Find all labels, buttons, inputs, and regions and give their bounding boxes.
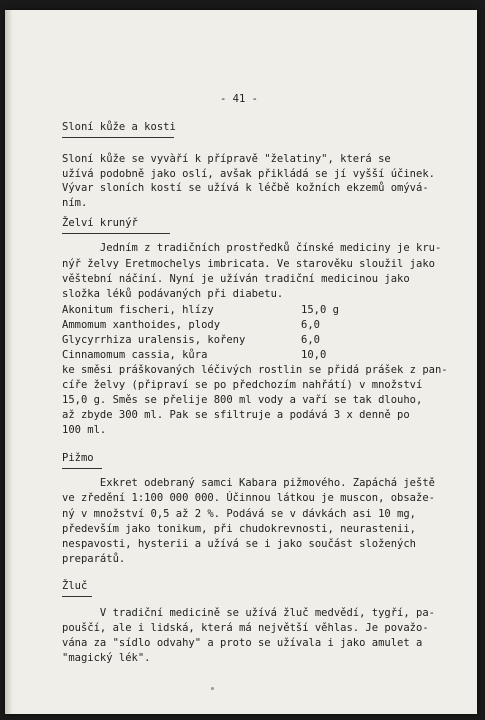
section-heading-turtle: Želví krunýř — [62, 217, 138, 229]
heading-underline — [62, 137, 174, 138]
page-number: - 41 - — [220, 93, 258, 105]
text-line: ný v množství 0,5 až 2 %. Podává se v dávkách asi 10 mg, — [62, 508, 417, 520]
text-line: užívá podobně jako oslí, avšak přikládá se jí vyšší účinek. — [62, 168, 435, 180]
text-line: "magický lék". — [62, 652, 151, 664]
text-line: vána za "sídlo odvahy" a proto se užívala i jako amulet a — [62, 637, 423, 649]
heading-underline — [62, 596, 92, 597]
recipe-amount: 15,0 g — [301, 304, 339, 316]
text-line: ním. — [62, 197, 88, 209]
text-line: V tradiční medicině se užívá žluč medvědí, tygří, pa- — [62, 607, 435, 619]
text-line: až zbyde 300 ml. Pak se sfiltruje a podává 3 x denně po — [62, 409, 410, 421]
text-line: nespavosti, hysterii a užívá se i jako součást složených — [62, 538, 417, 550]
text-line: Vývar sloních kostí se užívá k léčbě kožních ekzemů omývá- — [62, 182, 429, 194]
recipe-ingredient: Ammomum xanthoides, plody — [62, 319, 221, 331]
recipe-amount: 6,0 — [301, 319, 320, 331]
heading-underline — [62, 233, 170, 234]
section-heading-bile: Žluč — [62, 580, 88, 592]
page-binding-edge — [5, 10, 13, 714]
text-line: 100 ml. — [62, 424, 107, 436]
heading-underline — [62, 468, 102, 469]
text-line: věštební náčiní. Nyní je užíván tradiční medicinou jako — [62, 273, 410, 285]
text-line: Jedním z tradičních prostředků čínské mediciny je kru- — [62, 242, 442, 254]
text-line: pouščí, ale i lidská, která má největší věhlas. Je považo- — [62, 622, 429, 634]
text-line: složka léků podávaných při diabetu. — [62, 288, 284, 300]
text-line: ke směsi práškovaných léčivých rostlin se přidá prášek z pan- — [62, 364, 448, 376]
text-line: především jako tonikum, při chudokrevnosti, neurastenii, — [62, 523, 417, 535]
recipe-amount: 10,0 — [301, 349, 327, 361]
text-line: preparátů. — [62, 553, 126, 565]
section-heading-musk: Pižmo — [62, 452, 94, 464]
document-page — [5, 10, 477, 714]
text-line: cíře želvy (připraví se po předchozím nahřátí) v množství — [62, 379, 423, 391]
text-line: Exkret odebraný samci Kabara pižmového. Zapáchá ještě — [62, 477, 435, 489]
section-heading-elephant: Sloní kůže a kosti — [62, 121, 176, 133]
text-line: 15,0 g. Směs se přelije 800 ml vody a vaří se tak dlouho, — [62, 394, 423, 406]
text-line: Sloní kůže se vyvàří k přípravě "želatiny", která se — [62, 153, 391, 165]
recipe-ingredient: Akonitum fischeri, hlízy — [62, 304, 214, 316]
paper-speck — [211, 687, 214, 690]
text-line: nýř želvy Eretmochelys imbricata. Ve starověku sloužil jako — [62, 258, 435, 270]
recipe-ingredient: Cinnamomum cassia, kůra — [62, 349, 208, 361]
text-line: ve zředění 1:100 000 000. Účinnou látkou je muscon, obsaže- — [62, 492, 435, 504]
recipe-ingredient: Glycyrrhiza uralensis, kořeny — [62, 334, 246, 346]
recipe-amount: 6,0 — [301, 334, 320, 346]
